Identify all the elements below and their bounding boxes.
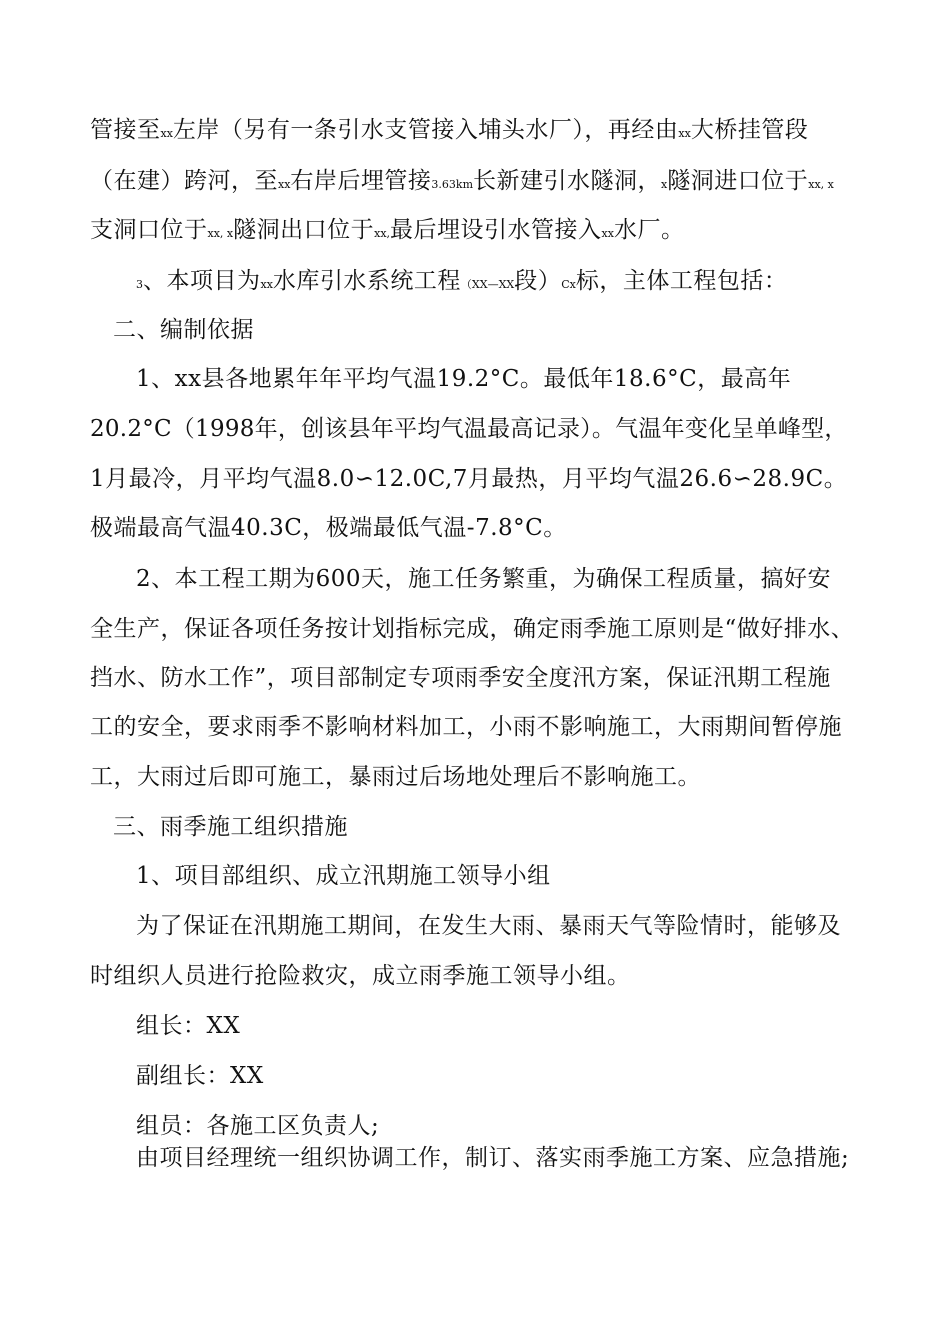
body-line: 2、本工程工期为600天，施工任务繁重，为确保工程质量，搞好安 — [136, 566, 832, 592]
body-line: 组长：XX — [136, 1013, 241, 1039]
text-run: 大桥挂管段 — [690, 117, 809, 143]
body-line: 挡水、防水工作”，项目部制定专项雨季安全度汛方案，保证汛期工程施 — [90, 665, 831, 691]
body-line — [90, 166, 834, 200]
body-line: 极端最高气温40.3C，极端最低气温-7.8°C。 — [90, 515, 567, 541]
text-run-small: （XX—XX — [460, 278, 515, 291]
text-run-small: 3 — [136, 278, 143, 291]
text-run-small: x — [223, 227, 234, 240]
body-line: 组员：各施工区负责人; — [136, 1113, 380, 1139]
body-line: 1月最冷，月平均气温8.0∽12.0C,7月最热，月平均气温26.6∽28.9C。 — [90, 466, 848, 492]
text-run: 支洞口位于 — [90, 217, 208, 243]
body-line: 工的安全，要求雨季不影响材料加工，小雨不影响施工，大雨期间暂停施 — [90, 714, 842, 740]
body-line: 为了保证在汛期施工期间，在发生大雨、暴雨天气等险情时，能够及 — [136, 913, 841, 939]
body-line: 副组长：XX — [136, 1063, 264, 1089]
text-run-small: xx, — [207, 227, 224, 240]
body-line: 工，大雨过后即可施工，暴雨过后场地处理后不影响施工。 — [90, 764, 701, 790]
text-run-small: xx — [278, 178, 291, 191]
section-heading: 二、编制依据 — [113, 317, 254, 343]
text-run: 、本项目为 — [143, 268, 261, 294]
text-run: 标，主体工程包括： — [575, 268, 788, 294]
body-line — [136, 266, 787, 300]
body-line: 1、xx县各地累年年平均气温19.2°C。最低年18.6°C，最高年 — [136, 366, 792, 392]
text-run-small: x — [661, 178, 668, 191]
text-run: 隧洞出口位于 — [233, 217, 375, 243]
section-heading: 三、雨季施工组织措施 — [113, 814, 348, 840]
text-run: 隧洞进口位于 — [667, 168, 809, 194]
body-line: 20.2°C（1998年，创该县年平均气温最高记录）。气温年变化呈单峰型， — [90, 416, 848, 442]
text-run: 水厂。 — [613, 217, 685, 243]
body-line: 全生产，保证各项任务按计划指标完成，确定雨季施工原则是“做好排水、 — [90, 616, 855, 642]
body-line: 由项目经理统一组织协调工作，制订、落实雨季施工方案、应急措施; — [136, 1145, 850, 1171]
text-run: （在建）跨河，至 — [90, 168, 278, 194]
text-run-small: xx — [678, 127, 691, 140]
body-line: 时组织人员进行抢险救灾，成立雨季施工领导小组。 — [90, 963, 631, 989]
body-line — [90, 215, 684, 249]
text-run-small: 3.63km — [431, 178, 474, 191]
text-run: 水库引水系统工程 — [272, 268, 461, 294]
text-run-small: xx, — [808, 178, 825, 191]
text-run: 长新建引水隧洞， — [473, 168, 662, 194]
text-run: 最后埋设引水管接入 — [390, 217, 602, 243]
text-run: 管接至 — [90, 117, 161, 143]
text-run-small: Cx — [561, 278, 576, 291]
text-run-small: xx, — [374, 227, 391, 240]
text-run: 右岸后埋管接 — [290, 168, 432, 194]
text-run-small: x — [824, 178, 834, 191]
subheading: 1、项目部组织、成立汛期施工领导小组 — [136, 863, 551, 889]
text-run-small: xx — [260, 278, 273, 291]
body-line — [90, 115, 808, 149]
text-run: 左岸（另有一条引水支管接入埔头水厂），再经由 — [172, 117, 679, 143]
text-run-small: xx — [601, 227, 614, 240]
text-run-small: xx — [160, 127, 173, 140]
text-run: 段） — [514, 268, 562, 294]
